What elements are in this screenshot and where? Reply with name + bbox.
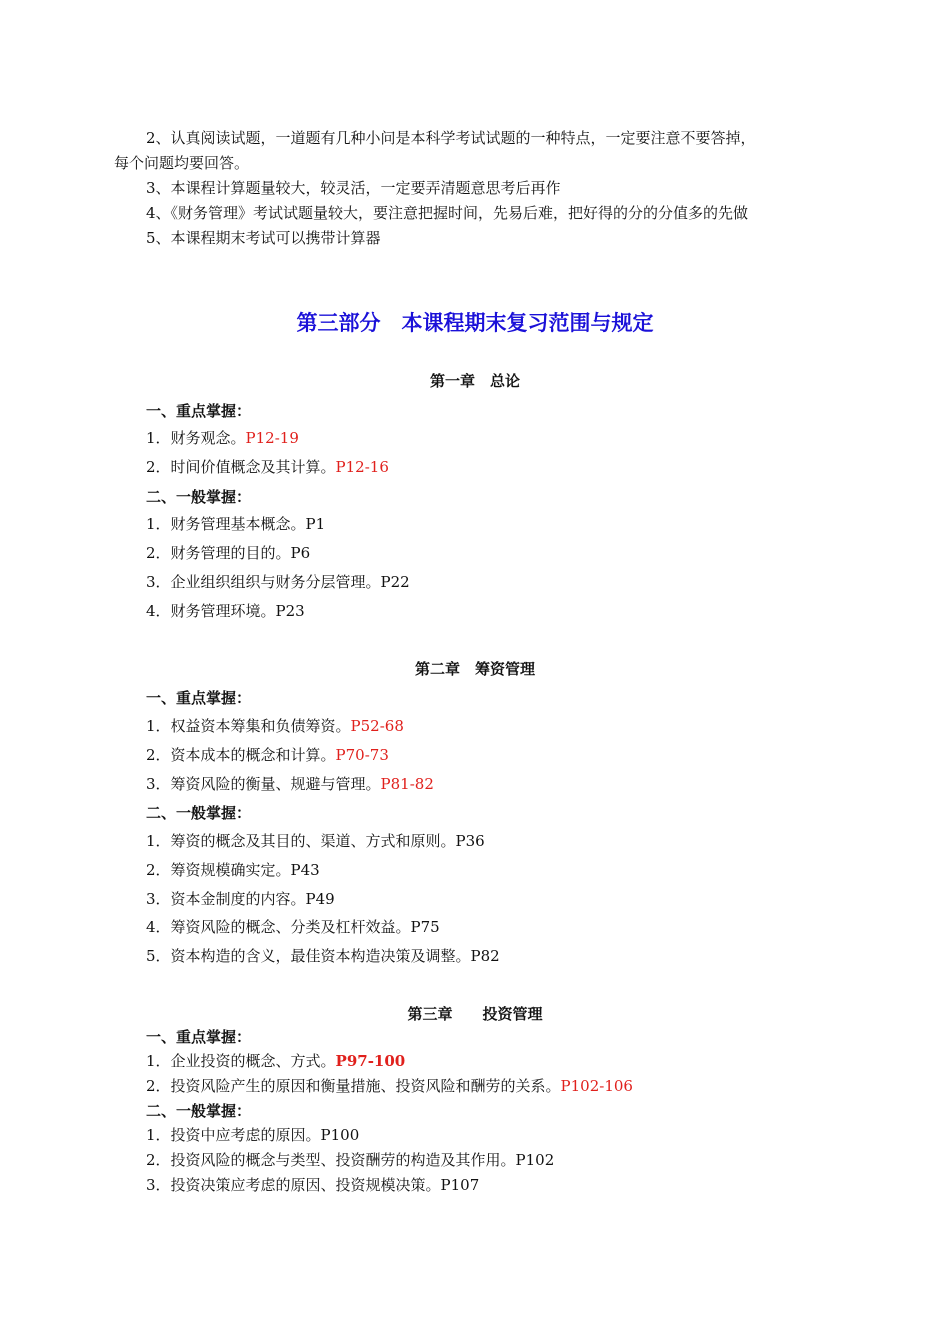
section-heading-general: 二、一般掌握： [146, 804, 252, 822]
list-item: 3．资本金制度的内容。P49 [146, 890, 335, 908]
list-item: 3．筹资风险的衡量、规避与管理。P81-82 [146, 775, 434, 793]
list-item: 5．资本构造的含义，最佳资本构造决策及调整。P82 [146, 947, 500, 965]
page-reference: P97-100 [335, 1052, 406, 1070]
section-heading-general: 二、一般掌握： [146, 1102, 252, 1120]
section-heading-key: 一、重点掌握： [146, 402, 252, 420]
intro-line-5: 5、本课程期末考试可以携带计算器 [146, 229, 381, 247]
page-reference: P70-73 [335, 746, 389, 764]
section-heading-key: 一、重点掌握： [146, 689, 252, 707]
intro-line-4: 4、《财务管理》考试试题量较大，要注意把握时间，先易后难，把好得的分的分值多的先做 [146, 204, 749, 222]
page-reference: P102-106 [560, 1077, 633, 1095]
list-item: 1．筹资的概念及其目的、渠道、方式和原则。P36 [146, 832, 485, 850]
list-item: 2．投资风险产生的原因和衡量措施、投资风险和酬劳的关系。P102-106 [146, 1077, 633, 1095]
section-heading-general: 二、一般掌握： [146, 488, 252, 506]
list-item: 2．资本成本的概念和计算。P70-73 [146, 746, 389, 764]
list-item: 1．权益资本筹集和负债筹资。P52-68 [146, 717, 404, 735]
list-item: 1．投资中应考虑的原因。P100 [146, 1126, 360, 1144]
list-item: 2．财务管理的目的。P6 [146, 544, 311, 562]
list-item: 2．筹资规模确实定。P43 [146, 861, 320, 879]
chapter-title: 第二章 筹资管理 [414, 660, 535, 678]
part-title: 第三部分 本课程期末复习范围与规定 [296, 311, 654, 335]
intro-line-2: 2、认真阅读试题，一道题有几种小问是本科学考试试题的一种特点，一定要注意不要答掉， [146, 129, 756, 147]
list-item: 4．财务管理环境。P23 [146, 602, 305, 620]
list-item: 4．筹资风险的概念、分类及杠杆效益。P75 [146, 918, 440, 936]
intro-line-3: 3、本课程计算题量较大，较灵活，一定要弄清题意思考后再作 [146, 179, 561, 197]
page-reference: P81-82 [380, 775, 434, 793]
list-item: 3．投资决策应考虑的原因、投资规模决策。P107 [146, 1176, 480, 1194]
list-item: 1．财务管理基本概念。P1 [146, 515, 326, 533]
list-item: 1．财务观念。P12-19 [146, 429, 299, 447]
list-item: 3．企业组织组织与财务分层管理。P22 [146, 573, 410, 591]
section-heading-key: 一、重点掌握： [146, 1028, 252, 1046]
list-item: 2．投资风险的概念与类型、投资酬劳的构造及其作用。P102 [146, 1151, 555, 1169]
page-reference: P12-19 [245, 429, 299, 447]
page-reference: P12-16 [335, 458, 389, 476]
chapter-title: 第一章 总论 [429, 372, 520, 390]
chapter-title: 第三章 投资管理 [407, 1005, 543, 1023]
list-item: 2．时间价值概念及其计算。P12-16 [146, 458, 389, 476]
intro-line-2-continued: 每个问题均要回答。 [114, 154, 250, 172]
list-item: 1．企业投资的概念、方式。P97-100 [146, 1052, 406, 1070]
page-reference: P52-68 [350, 717, 404, 735]
